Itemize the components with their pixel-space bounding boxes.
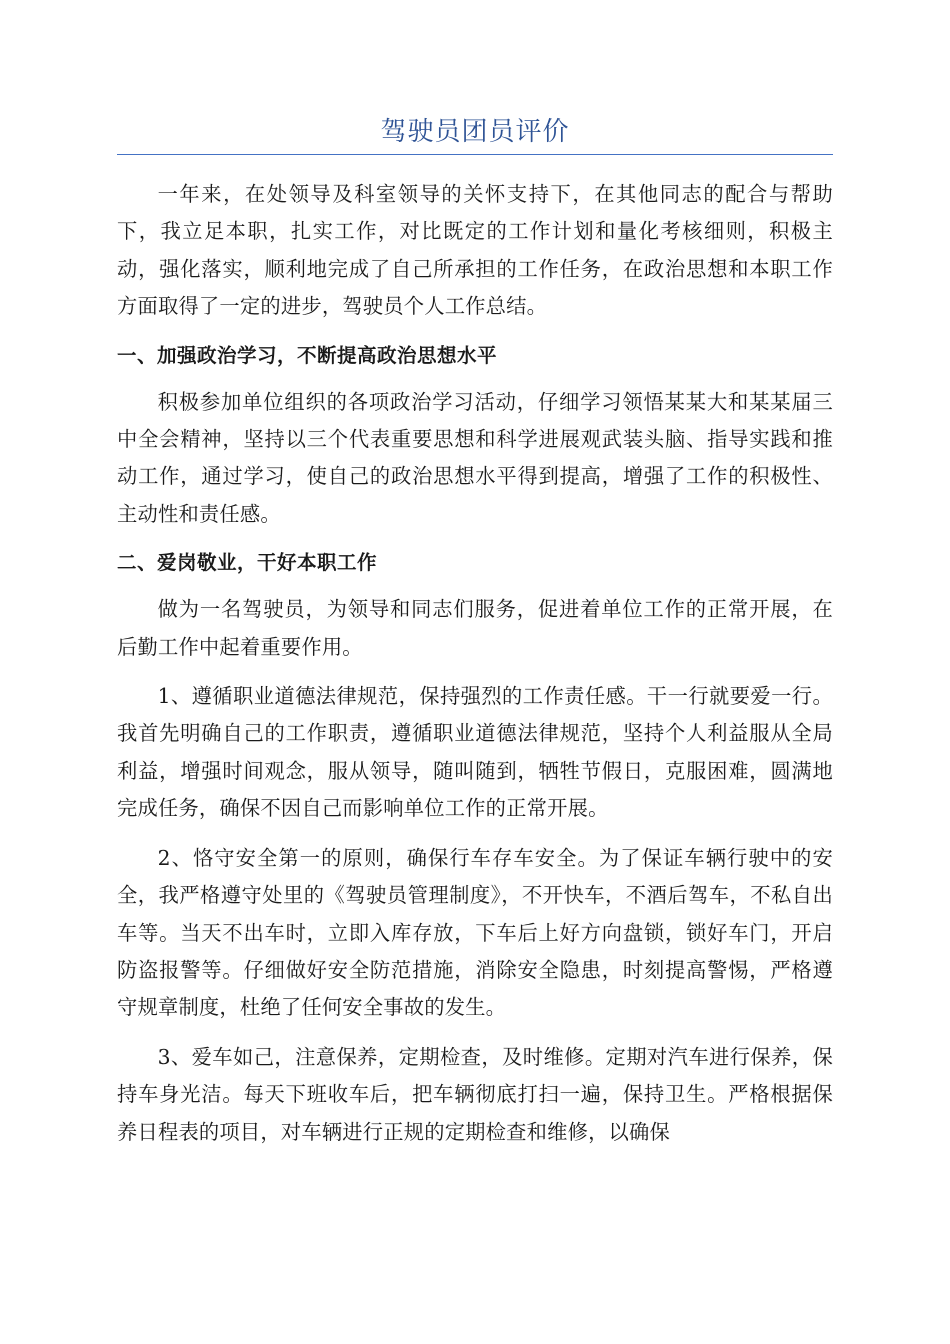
document-title: 驾驶员团员评价 <box>380 117 570 147</box>
title-underline <box>117 154 833 155</box>
document-body <box>117 176 833 1163</box>
document-page <box>117 0 833 1344</box>
section-heading-1: 一、加强政治学习，不断提高政治思想水平 <box>117 343 498 367</box>
paragraph-political-study: 积极参加单位组织的各项政治学习活动，仔细学习领悟某某大和某某届三中全会精神，坚持以三个代表重要思想和科学进展观武装头脑、指导实践和推动工作，通过学习，使自己的政治思想水平得到提高，增强了工作的积极性、主动性和责任感。 <box>117 389 833 526</box>
paragraph-item-2: 2、恪守安全第一的原则，确保行车存车安全。为了保证车辆行驶中的安全，我严格遵守处里的《驾驶员管理制度》，不开快车，不酒后驾车，不私自出车等。当天不出车时，立即入库存放，下车后上好方向盘锁，锁好车门，开启防盗报警等。仔细做好安全防范措施，消除安全隐患，时刻提高警惕，严格遵守规章制度，杜绝了任何安全事故的发生。 <box>117 845 833 1020</box>
section-heading-2: 二、爱岗敬业，干好本职工作 <box>117 551 378 575</box>
paragraph-item-1: 1、遵循职业道德法律规范，保持强烈的工作责任感。干一行就要爱一行。我首先明确自己的工作职责，遵循职业道德法律规范，坚持个人利益服从全局利益，增强时间观念，服从领导，随叫随到，牺牲节假日，克服困难，圆满地完成任务，确保不因自己而影响单位工作的正常开展。 <box>117 684 833 821</box>
paragraph-intro: 一年来，在处领导及科室领导的关怀支持下，在其他同志的配合与帮助下，我立足本职，扎实工作，对比既定的工作计划和量化考核细则，积极主动，强化落实，顺利地完成了自己所承担的工作任务，在政治思想和本职工作方面取得了一定的进步，驾驶员个人工作总结。 <box>117 182 833 319</box>
paragraph-driver-role: 做为一名驾驶员，为领导和同志们服务，促进着单位工作的正常开展，在后勤工作中起着重要作用。 <box>117 597 833 659</box>
paragraph-item-3: 3、爱车如己，注意保养，定期检查，及时维修。定期对汽车进行保养，保持车身光洁。每天下班收车后，把车辆彻底打扫一遍，保持卫生。严格根据保养日程表的项目，对车辆进行正规的定期检查和维修，以确保 <box>117 1044 833 1144</box>
